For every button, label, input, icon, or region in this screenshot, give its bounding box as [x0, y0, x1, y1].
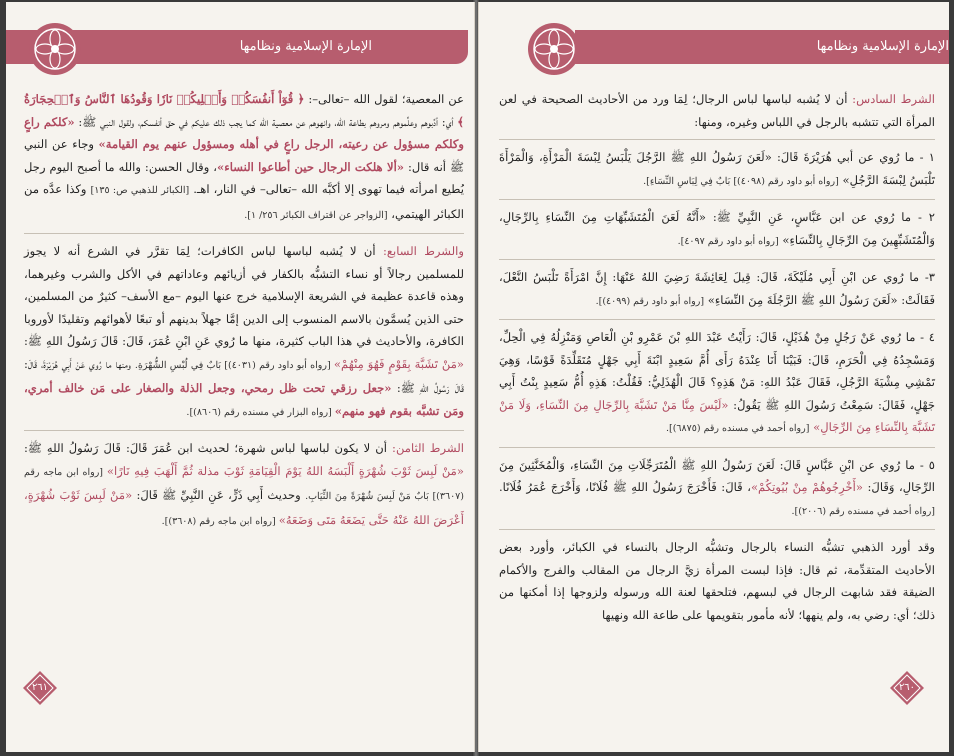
reference: [رواه أحمد في مسنده رقم (٢٠٠٦)].: [791, 505, 935, 517]
hadith-text: ، قَالَ: فَأَخْرَجَ رَسُولُ اللهِ ﷺ فُلَانًا، وَأَخْرَجَ عُمَرُ فُلَانًا.: [499, 480, 751, 494]
body-text: أن لا يُشبه لباسها لباس الكافرات؛ لِمَا تقرَّر في الشرع أنه لا يجوز للمسلمين رجالاً أو نساء التشبُّه بالكفار في أزيائهم وعاداتهم في الأكل والشرب وغيرهما، وهذه قاعدة عظيمة في الشريعة الإسلامية خرج عنها اليوم –مع الأسف– كثيرٌ من المسلمين، حتى الذين يُسمَّون بالاسم المنسوب إلى الدين إمَّا جهلاً بدينهم أو تبعًا لأهوائهم وتقليدًا لأوروبا الكافرة، والأحاديث في هذا الباب كثيرة، منها ما رُوي عَنِ ابْنِ عُمَرَ، قَالَ: قَالَ رَسُولُ اللهِ ﷺ:: [24, 244, 464, 348]
hadith-quote: «لَيْسَ مِنَّا مَنْ تَشَبَّهَ بِالرِّجَالِ مِنَ النِّسَاءِ، وَلَا مَنْ تَشَبَّهَ بِالنِّسَاءِ مِنَ الرِّجَالِ»: [499, 397, 935, 434]
hadith-quote: «أَخْرِجُوهُمْ مِنْ بُيُوتِكُمْ»: [750, 480, 863, 494]
reference: [رواه أبو داود رقم (٤٠٩٩)].: [595, 295, 705, 307]
body-text: ومنها ما رُوي عَنْ أَبِي هُرَيْرَةَ، قَالَ: قَالَ رَسُولُ اللهِ ﷺ:: [24, 356, 464, 395]
reference: [رواه ابن ماجه رقم (٣٦٠٨)].: [161, 515, 279, 527]
header-band-right: [575, 30, 949, 64]
right-page: [478, 2, 949, 752]
body-text: أن لا يُشبه لباسها لباس الرجال؛ لِمَا ورد من الأحاديث الصحيحة في لعن المرأة التي تتشبه بالرجل في اللباس وغيره، ومنها:: [499, 92, 935, 129]
section-label: الشرط الثامن:: [392, 441, 464, 455]
divider: [499, 199, 935, 200]
divider: [499, 319, 935, 320]
floral-medallion-icon: [527, 22, 581, 76]
left-page: [6, 2, 475, 752]
page-number-text: ٢٦١: [31, 682, 49, 693]
hadith-item-1: [499, 146, 935, 193]
hadith-text: ١ - ما رُوي عن أبي هُرَيْرَةَ قَالَ: «لَعَنَ رَسُولُ اللهِ ﷺ الرَّجُلَ يَلْبَسُ لِبْسَةَ الْمَرْأَةِ، وَالْمَرْأَةَ تَلْبَسُ لِبْسَةَ الرَّجُلِ»: [499, 150, 935, 187]
divider: [499, 529, 935, 530]
divider: [499, 447, 935, 448]
hadith-quote: «مَنْ تَشَبَّهَ بِقَوْمٍ فَهُوَ مِنْهُمْ»: [333, 356, 465, 371]
body-text: أي: أدِّبوهم وعلِّموهم ومروهم بطاعة الله، وانهوهم عن معصية الله كما يجب ذلك عليكم في حق أنفسكم، ولقول النبي ﷺ:: [74, 114, 458, 129]
body-text: عن المعصية؛ لقول الله –تعالى–:: [304, 92, 465, 106]
reference: [رواه أبو داود رقم (٤٠٣١)] بَابٌ فِي لُبْسِ الشُّهْرَةِ.: [134, 359, 334, 371]
divider: [24, 430, 464, 431]
right-paragraph-1: [499, 88, 935, 133]
reference: [الزواجر عن اقتراف الكبائر ٢٥٦/ ١].: [244, 209, 388, 221]
left-page-text: [24, 88, 464, 539]
hadith-text: ٥ - ما رُوي عن ابْنِ عَبَّاسٍ قَالَ: لَعَنَ رَسُولُ اللهِ ﷺ الْمُتَرَجِّلَاتِ مِنَ النِّسَاءِ، وَالْمُخَنَّثِينَ مِنَ الرِّجَالِ، وَقَالَ:: [499, 457, 935, 494]
header-title-right: الإمارة الإسلامية ونظامها: [816, 39, 949, 54]
body-text: وحديث أَبِي ذَرٍّ، عَنِ النَّبِيِّ ﷺ قَالَ:: [132, 488, 306, 502]
reference: [الكبائر للذهبي ص: ١٣٥]: [90, 185, 190, 196]
right-paragraph-last: [499, 536, 935, 626]
reference: [رواه البزار في مسنده رقم (٨٦٠٦)].: [186, 406, 335, 418]
divider: [499, 259, 935, 260]
divider: [24, 233, 464, 234]
hadith-item-2: [499, 206, 935, 253]
hadith-quote: «مَنْ لَبِسَ ثَوْبَ شُهْرَةٍ، أَعْرَضَ اللهُ عَنْهُ حَتَّى يَضَعَهُ مَتَى وَضَعَهُ»: [24, 488, 464, 527]
page-number-right: [889, 670, 925, 706]
right-page-text: [499, 88, 935, 632]
hadith-text: ٣- ما رُوي عن ابْنِ أَبِي مُلَيْكَةَ، قَالَ: قِيلَ لِعَائِشَةَ رَضِيَ اللهُ عَنْهَا: إِنَّ امْرَأَةً تَلْبَسُ النَّعْلَ، فَقَالَتْ: «لَعَنَ رَسُولُ اللهِ ﷺ الرَّجُلَةَ مِنَ النِّسَاءِ»: [499, 270, 935, 307]
hadith-item-5: [499, 454, 935, 524]
body-text: وكذا عدَّه من الكبائر الهيتمي،: [24, 182, 464, 221]
section-label: الشرط السادس:: [852, 92, 935, 106]
left-paragraph-1: [24, 88, 464, 227]
floral-medallion-icon: [28, 22, 82, 76]
hadith-text: ٢ - ما رُوي عن ابن عَبَّاسٍ، عَنِ النَّبِيِّ ﷺ: «أَنَّهُ لَعَنَ الْمُتَشَبِّهَاتِ مِنَ النِّسَاءِ بِالرِّجَالِ، وَالْمُتَشَبِّهِينَ مِنَ الرِّجَالِ بِالنِّسَاءِ»: [499, 210, 935, 247]
section-label: والشرط السابع:: [382, 244, 465, 258]
reference: [رواه ابن ماجه رقم (٣٦٠٧)] بَابٌ مَنْ لَبِسَ شُهْرَةً مِنَ الثِّيَابِ.: [24, 466, 464, 502]
body-text: وجاء عن النبي ﷺ أنه قال:: [24, 137, 464, 174]
body-text: وقد أورد الذهبي تشبُّه النساء بالرجال وتشبُّه الرجال بالنساء في الكبائر، وأورد بعض الأحاديث المتقدِّمة، ثم قال: فإذا لبست المرأة زيَّ الرجال من المقالب والفرج والأكمام الضيقة فقد شابهت الرجال في لبسهم، فتلحقها لعنة الله ورسوله ولزوجها إذا أمكنها من ذلك؛ أي: رضي به، ولم ينهها؛ لأنه مأمور بتقويمها على طاعة الله ونهيها: [499, 540, 935, 622]
divider: [499, 139, 935, 140]
body-text: ، وقال الحسن: والله ما أصبح اليوم رجل يُطيع امرأته فيما تهوى إلا أكبَّه الله –تعالى– في النار، اهـ.: [24, 159, 464, 196]
reference: [رواه أبو داود رقم ٤٠٩٧].: [677, 235, 779, 247]
hadith-quote: «مَنْ لَبِسَ ثَوْبَ شُهْرَةٍ أَلْبَسَهُ اللهُ يَوْمَ الْقِيَامَةِ ثَوْبَ مذلة ثُمَّ أَلْهَبَ فِيهِ نَارًا»: [106, 463, 464, 478]
header-title-left: الإمارة الإسلامية ونظامها: [239, 39, 372, 54]
hadith-quote: «كلكم راعٍ وكلكم مسؤول عن رعيته، الرجل راعٍ في أهله ومسؤول عنهم يوم القيامة»: [24, 114, 464, 151]
hadith-text: ٤ - ما رُوي عَنْ رَجُلٍ مِنْ هُذَيْلٍ، قَالَ: رَأَيْتُ عَبْدَ اللهِ بْنَ عَمْرِو بْنِ الْعَاصِ وَمَنْزِلُهُ فِي الْحِلِّ، وَمَسْجِدُهُ فِي الْحَرَمِ، قَالَ: فَبَيْنَا أَنَا عِنْدَهُ رَأَى أُمَّ سَعِيدٍ ابْنَةَ أَبِي جَهْلٍ مُتَقَلِّدَةً قَوْسًا، وَهِيَ تَمْشِي مِشْيَةَ الرَّجُلِ، فَقَالَ عَبْدُ اللهِ: مَنْ هَذِهِ؟ قَالَ الْهُذَلِيُّ: فَقُلْتُ: هَذِهِ أُمُّ سَعِيدٍ بِنْتُ أَبِي جَهْلٍ، فَقَالَ: سَمِعْتُ رَسُولَ اللهِ ﷺ يَقُولُ:: [499, 330, 935, 412]
left-paragraph-2: [24, 240, 464, 424]
hadith-item-4: [499, 326, 935, 441]
quran-verse: ﴿ قُوٓاْ أَنفُسَكُمۡ وَأَهۡلِيكُمۡ نَارٗا وَقُودُهَا ٱلنَّاسُ وَٱلۡحِجَارَةُ ﴾: [24, 92, 465, 129]
reference: [رواه أحمد في مسنده رقم (٦٨٧٥)].: [665, 423, 810, 434]
page-number-text: ٢٦٠: [898, 682, 916, 693]
left-paragraph-3: [24, 437, 464, 533]
body-text: أن لا يكون لباسها لباس شهرة؛ لحديث ابن عُمَرَ قَالَ: قَالَ رَسُولُ اللهِ ﷺ:: [24, 441, 393, 455]
hadith-quote: «جعل رزقي تحت ظل رمحي، وجعل الذلة والصغار على مَن خالف أمري، ومَن تشبَّه بقوم فهو منهم»: [24, 381, 464, 418]
hadith-item-3: [499, 266, 935, 313]
page-number-left: [22, 670, 58, 706]
reference: [رواه أبو داود رقم (٤٠٩٨)] بَابٌ فِي لِبَاسِ النِّسَاءِ].: [643, 175, 839, 187]
hadith-quote: «ألا هلكت الرجال حين أطاعوا النساء»: [217, 159, 405, 174]
